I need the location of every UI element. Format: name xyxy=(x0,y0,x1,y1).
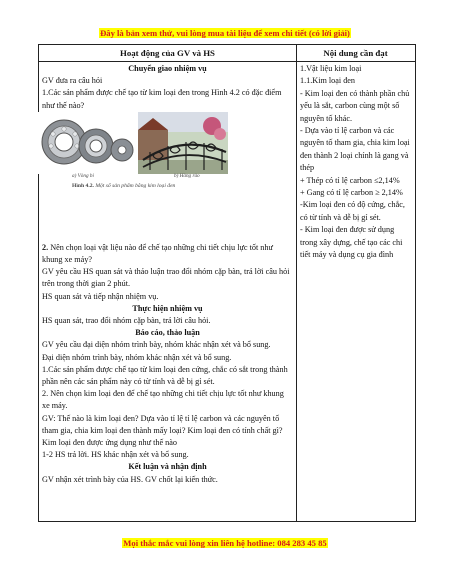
content-subheading: 1.1.Kim loại đen xyxy=(300,76,356,86)
activity-line: GV yêu cầu HS quan sát và thảo luận trao đổi nhóm cặp bàn, trả lời câu hỏi trên trong thời gian 2 phút. xyxy=(42,267,290,289)
figure-caption-b: b) Hàng rào xyxy=(174,173,200,179)
column-divider xyxy=(296,45,297,521)
activity-line: GV yêu cầu đại diện nhóm trình bày, nhóm khác nhận xét và bổ sung. xyxy=(42,340,271,350)
table-header xyxy=(39,45,415,62)
preview-banner-text: Đây là bản xem thử, vui lòng mua tài liệu để xem chi tiết (có lời giải) xyxy=(100,28,350,38)
content-item: -Kim loại đen có độ cứng, chắc, có từ tính và dễ bị gỉ sét. xyxy=(300,200,405,222)
activity-line: 2. Nên chọn kim loại đen để chế tạo những chi tiết chịu lực tốt như khung xe máy. xyxy=(42,389,284,411)
activity-line: Đại diện nhóm trình bày, nhóm khác nhận xét và bổ sung. xyxy=(42,352,232,362)
activity-line: HS quan sát và tiếp nhận nhiệm vụ. xyxy=(42,291,159,301)
activity-line: GV nhận xét trình bày của HS. GV chốt lại kiến thức. xyxy=(42,474,218,484)
activity-line: HS quan sát, trao đổi nhóm cặp bàn, trả lời câu hỏi. xyxy=(42,316,211,326)
content-item: - Kim loại đen có thành phần chủ yếu là sắt, carbon cùng một số nguyên tố khác. xyxy=(300,88,410,123)
figure-caption-a: a) Vòng bi xyxy=(72,173,94,179)
figure-number: Hình 4.2. xyxy=(72,183,94,189)
preview-banner xyxy=(36,28,414,38)
activity-line: GV: Thế nào là kim loại đen? Dựa vào tỉ lệ tỉ lệ carbon và các nguyên tố tham gia, chia kim loại đen thành mấy loại? Kim loại đen có tính chất gì? Kim loại đen được ứng dụng như thế nào xyxy=(42,413,283,448)
activity-line: 1.Các sản phẩm được chế tạo từ kim loại đen cứng, chắc có sắt trong thành phần nên các sản phẩm này có từ tính và dễ bị gỉ sét. xyxy=(42,364,288,387)
section-conclusion: Kết luận và nhận định xyxy=(128,462,207,472)
iron-fence-image xyxy=(138,112,228,174)
content-item: - Kim loại đen được sử dụng trong xây dựng, chế tạo các chi tiết máy và dụng cụ gia đình xyxy=(300,225,403,260)
question-2-text: Nên chọn loại vật liệu nào để chế tạo những chi tiết chịu lực tốt như khung xe máy? xyxy=(42,242,273,265)
section-perform-task: Thực hiện nhiệm vụ xyxy=(132,303,203,313)
hotline-footer xyxy=(36,538,414,548)
figure-caption xyxy=(72,183,175,189)
question-2-number: 2. xyxy=(42,242,49,252)
content-item: + Gang có tỉ lệ carbon ≥ 2,14% xyxy=(300,188,403,198)
content-item: + Thép có tỉ lệ carbon ≤2,14% xyxy=(300,175,400,185)
section-assign-task: Chuyển giao nhiệm vụ xyxy=(128,64,207,73)
hotline-text: Mọi thắc mắc vui lòng xin liên hệ hotline: 084 283 45 85 xyxy=(123,538,327,548)
col2-header: Nội dung cần đạt xyxy=(323,48,388,58)
figure-caption-text: Một số sản phẩm bằng kim loại đen xyxy=(95,183,176,189)
figure-4-2 xyxy=(36,112,228,202)
section-report-discuss: Báo cáo, thảo luận xyxy=(135,328,200,338)
col1-header: Hoạt động của GV và HS xyxy=(120,48,215,58)
question-2 xyxy=(42,242,293,266)
question-1: 1.Các sản phẩm được chế tạo từ kim loại đen trong Hình 4.2 có đặc điểm như thế nào? xyxy=(42,88,282,110)
content-item: - Dựa vào tỉ lệ carbon và các nguyên tố tham gia, chia kim loại đen thành 2 loại chính là gang và thép xyxy=(300,126,410,173)
ball-bearing-image xyxy=(36,112,136,174)
required-content xyxy=(300,63,412,262)
content-heading: 1.Vật liệu kim loại xyxy=(300,64,362,73)
activity-line: 1-2 HS trả lời. HS khác nhận xét và bổ sung. xyxy=(42,450,189,460)
activity-line: GV đưa ra câu hỏi xyxy=(42,76,103,86)
